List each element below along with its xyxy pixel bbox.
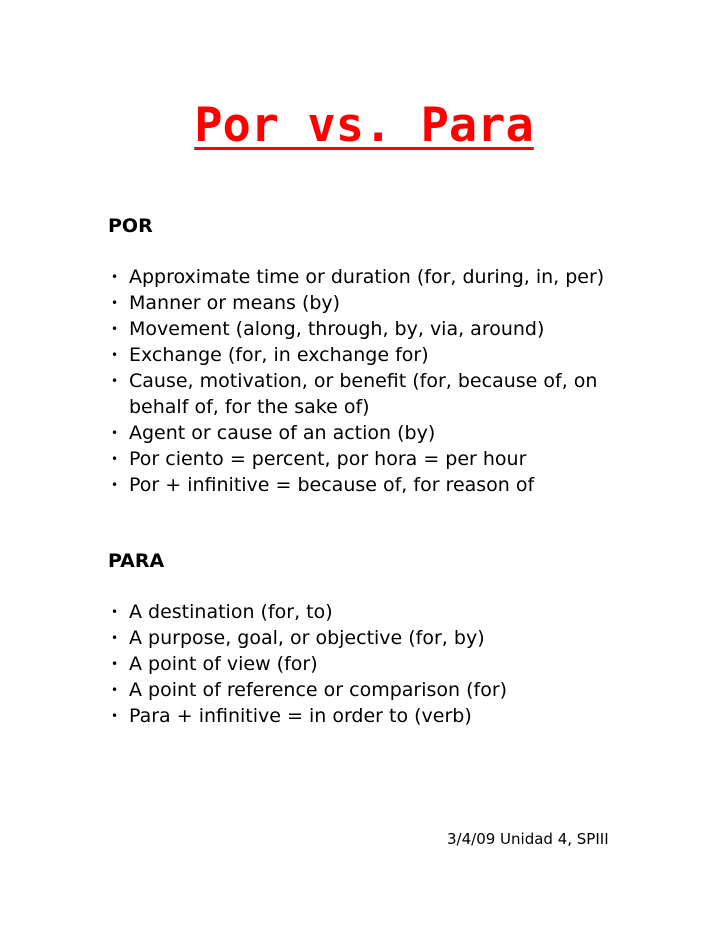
- page-title: [0, 96, 728, 156]
- list-item-text: Movement (along, through, by, via, around): [129, 318, 545, 340]
- bullet-icon: •: [111, 270, 119, 284]
- list-item: [108, 316, 628, 342]
- list-item: [108, 264, 628, 290]
- footer-note: 3/4/09 Unidad 4, SPIII: [447, 830, 609, 848]
- bullet-icon: •: [111, 322, 119, 336]
- list-item: [108, 625, 628, 651]
- list-item: [108, 290, 628, 316]
- bullet-icon: •: [111, 683, 119, 697]
- para-heading: PARA: [108, 550, 165, 572]
- bullet-icon: •: [111, 631, 119, 645]
- list-item-text: A purpose, goal, or objective (for, by): [129, 627, 485, 649]
- list-item: [108, 599, 628, 625]
- bullet-icon: •: [111, 605, 119, 619]
- bullet-icon: •: [111, 478, 119, 492]
- list-item: [108, 420, 628, 446]
- list-item-text: Por ciento = percent, por hora = per hour: [129, 448, 527, 470]
- bullet-icon: •: [111, 657, 119, 671]
- list-item-text: Approximate time or duration (for, during, in, per): [129, 266, 605, 288]
- bullet-icon: •: [111, 348, 119, 362]
- bullet-icon: •: [111, 374, 119, 388]
- list-item-text: Para + infinitive = in order to (verb): [129, 705, 472, 727]
- list-item: [108, 677, 628, 703]
- list-item-text: Exchange (for, in exchange for): [129, 344, 429, 366]
- bullet-icon: •: [111, 709, 119, 723]
- list-item-text: Cause, motivation, or benefit (for, because of, on behalf of, for the sake of): [129, 370, 598, 418]
- list-item-text: Manner or means (by): [129, 292, 341, 314]
- list-item: [108, 368, 628, 420]
- list-item-text: A destination (for, to): [129, 601, 333, 623]
- por-heading: POR: [108, 215, 153, 237]
- list-item: [108, 703, 628, 729]
- list-item-text: A point of view (for): [129, 653, 318, 675]
- list-item: [108, 342, 628, 368]
- page-title-text: Por vs. Para: [194, 98, 534, 153]
- list-item-text: A point of reference or comparison (for): [129, 679, 508, 701]
- bullet-icon: •: [111, 296, 119, 310]
- bullet-icon: •: [111, 426, 119, 440]
- para-list: [108, 599, 628, 729]
- list-item: [108, 651, 628, 677]
- list-item: [108, 446, 628, 472]
- list-item: [108, 472, 628, 498]
- list-item-text: Por + infinitive = because of, for reason of: [129, 474, 535, 496]
- por-list: [108, 264, 628, 498]
- list-item-text: Agent or cause of an action (by): [129, 422, 436, 444]
- bullet-icon: •: [111, 452, 119, 466]
